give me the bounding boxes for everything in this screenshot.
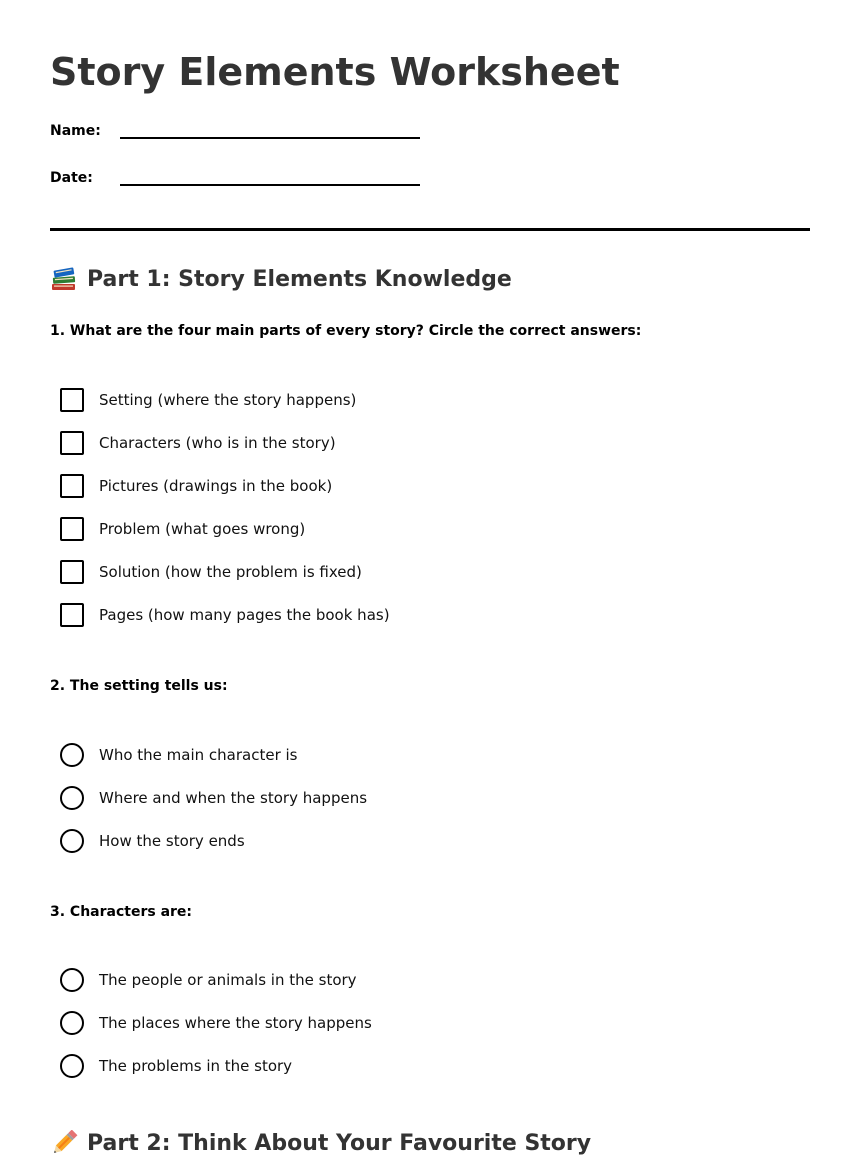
checkbox[interactable] (60, 431, 84, 455)
q1-option[interactable] (60, 387, 356, 413)
checkbox[interactable] (60, 603, 84, 627)
part2-heading (50, 1130, 591, 1156)
radio-button[interactable] (60, 829, 84, 853)
option-label: Where and when the story happens (99, 789, 368, 807)
checkbox[interactable] (60, 517, 84, 541)
header-divider (50, 228, 810, 231)
option-label: Pages (how many pages the book has) (99, 606, 390, 624)
date-input-line[interactable] (120, 184, 420, 186)
q1-option[interactable] (60, 473, 332, 499)
option-label: Pictures (drawings in the book) (99, 477, 333, 495)
option-label: Solution (how the problem is fixed) (99, 563, 362, 581)
name-label: Name: (50, 123, 101, 139)
radio-button[interactable] (60, 1054, 84, 1078)
radio-button[interactable] (60, 743, 84, 767)
page-title: Story Elements Worksheet (50, 50, 620, 94)
date-field (50, 170, 450, 200)
option-label: Setting (where the story happens) (99, 391, 357, 409)
q3-option[interactable] (60, 1053, 292, 1079)
q1-option[interactable] (60, 559, 362, 585)
q1-option[interactable] (60, 602, 390, 628)
option-label: How the story ends (99, 832, 245, 850)
option-label: The places where the story happens (99, 1014, 372, 1032)
checkbox[interactable] (60, 388, 84, 412)
option-label: Characters (who is in the story) (99, 434, 336, 452)
q3-option[interactable] (60, 1010, 372, 1036)
checkbox[interactable] (60, 474, 84, 498)
q3-option[interactable] (60, 967, 357, 993)
question-2: 2. The setting tells us: (50, 678, 228, 694)
name-input-line[interactable] (120, 137, 420, 139)
q2-option[interactable] (60, 828, 245, 854)
option-label: Problem (what goes wrong) (99, 520, 306, 538)
q1-option[interactable] (60, 430, 336, 456)
radio-button[interactable] (60, 786, 84, 810)
q2-option[interactable] (60, 742, 298, 768)
part1-heading (50, 266, 512, 292)
option-label: The people or animals in the story (99, 971, 357, 989)
radio-button[interactable] (60, 1011, 84, 1035)
date-label: Date: (50, 170, 93, 186)
part2-heading-text: Part 2: Think About Your Favourite Story (87, 1130, 592, 1156)
option-label: The problems in the story (99, 1057, 293, 1075)
checkbox[interactable] (60, 560, 84, 584)
question-1: 1. What are the four main parts of every story? Circle the correct answers: (50, 323, 642, 339)
name-field (50, 123, 450, 153)
radio-button[interactable] (60, 968, 84, 992)
part1-heading-text: Part 1: Story Elements Knowledge (87, 266, 512, 292)
question-3: 3. Characters are: (50, 904, 193, 920)
q2-option[interactable] (60, 785, 367, 811)
option-label: Who the main character is (99, 746, 298, 764)
q1-option[interactable] (60, 516, 305, 542)
pencil-icon (50, 1130, 78, 1156)
books-icon (50, 266, 78, 292)
